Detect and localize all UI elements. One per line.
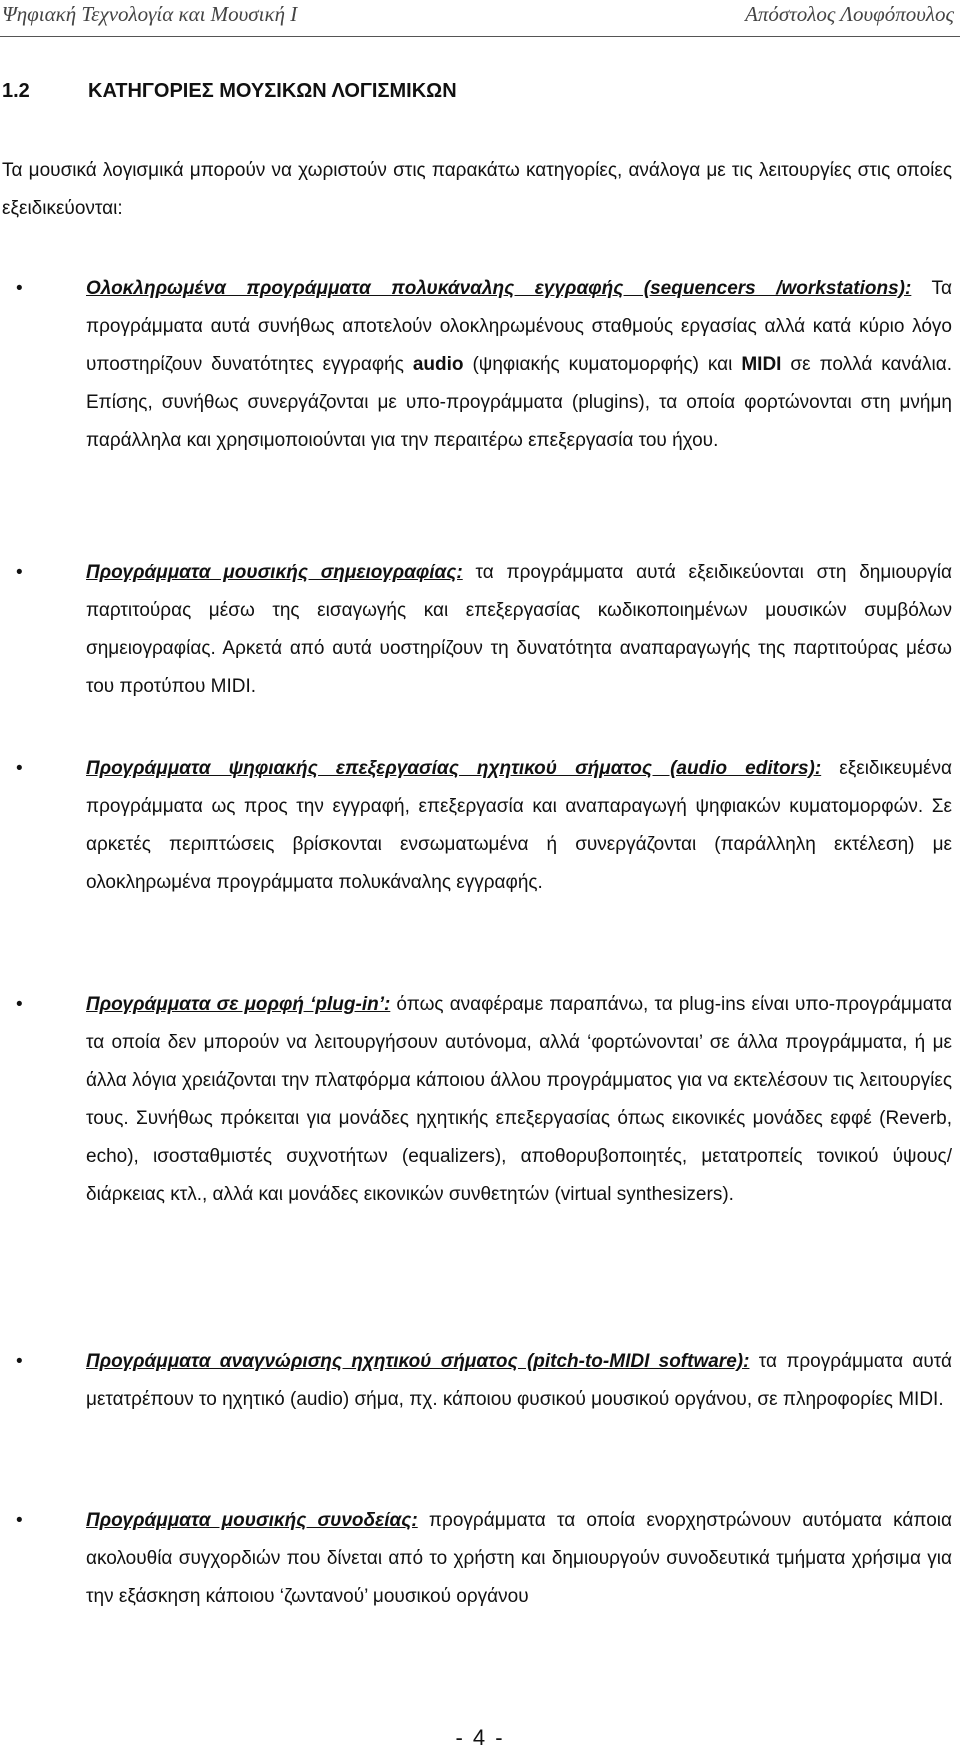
list-item-bold: MIDI [741, 354, 782, 375]
list-item-notation [16, 554, 952, 706]
list-item-text: όπως αναφέραμε παραπάνω, τα plug-ins είναι υπο-προγράμματα τα οποία δεν μπορούν να λειτουργήσουν αυτόνομα, αλλά ‘φορτώνονται’ σε άλλα προγράμματα, ή με άλλα λόγια χρειάζονται την πλατφόρμα κάποιου άλλου προγράμματος για να εκτελέσουν τις λειτουργίες τους. Συνήθως πρόκειται για μονάδες ηχητικής επεξεργασίας όπως εικονικές μονάδες εφφέ (Reverb, echo), ισοσταθμιστές συχνοτήτων (equalizers), αποθορυβοποιητές, μετατροπείς τονικού ύψους/διάρκειας κτλ., αλλά και μονάδες εικονικών συνθετητών (virtual synthesizers). [86, 994, 952, 1205]
list-item-text: (ψηφιακής κυματομορφής) και [463, 354, 742, 375]
list-item-text: τα προγράμματα αυτά μετατρέπουν το ηχητικό (audio) σήμα, πχ. κάποιου φυσικού μουσικού οργάνου, σε πληροφορίες MIDI. [86, 1351, 953, 1410]
list-item-term: Προγράμματα μουσικής συνοδείας: [86, 1510, 418, 1531]
list-item-term: Ολοκληρωμένα προγράμματα πολυκάναλης εγγραφής (sequencers /workstations): [86, 278, 912, 299]
section-title: ΚΑΤΗΓΟΡΙΕΣ ΜΟΥΣΙΚΩΝ ΛΟΓΙΣΜΙΚΩΝ [88, 80, 457, 102]
list-item-audio-editors [16, 750, 952, 902]
bullet-icon: • [16, 994, 23, 1015]
list-item-term: Προγράμματα ψηφιακής επεξεργασίας ηχητικού σήματος (audio editors): [86, 758, 822, 779]
bullet-icon: • [16, 278, 23, 299]
list-item-pitch-to-midi [16, 1343, 953, 1419]
page-number: - 4 - [455, 1725, 505, 1750]
page-header [0, 0, 960, 37]
section-number: 1.2 [2, 80, 30, 102]
list-item-text: προγράμματα τα οποία ενορχηστρώνουν αυτόματα κάποια ακολουθία συγχορδιών που δίνεται από το χρήστη και δημιουργούν συνοδευτικά τμήματα χρήσιμα για την εξάσκηση κάποιου ‘ζωντανού’ μουσικού οργάνου [86, 1510, 952, 1607]
list-item-text: τα προγράμματα αυτά εξειδικεύονται στη δημιουργία παρτιτούρας μέσω της εισαγωγής και επεξεργασίας κωδικοποιημένων μουσικών συμβόλων σημειογραφίας. Αρκετά από αυτά υοστηρίζουν τη δυνατότητα αναπαραγωγής της παρτιτούρας μέσω του προτύπου MIDI. [86, 562, 952, 697]
header-course-title: Ψηφιακή Τεχνολογία και Μουσική Ι [2, 2, 298, 26]
bullet-icon: • [16, 758, 23, 779]
list-item-text: σε πολλά κανάλια. Επίσης, συνήθως συνεργάζονται με υπο-προγράμματα (plugins), τα οποία φορτώνονται στη μνήμη παράλληλα και χρησιμοποιούνται για την περαιτέρω επεξεργασία του ήχου. [86, 354, 952, 451]
list-item-term: Προγράμματα μουσικής σημειογραφίας: [86, 562, 463, 583]
list-item-sequencers [16, 270, 952, 460]
list-item-text: Τα προγράμματα αυτά συνήθως αποτελούν ολοκληρωμένους σταθμούς εργασίας αλλά κατά κύριο λόγο υποστηρίζουν δυνατότητες εγγραφής [86, 278, 952, 375]
list-item-term: Προγράμματα σε μορφή ‘plug-in’: [86, 994, 391, 1015]
list-item-plugins [16, 986, 952, 1214]
header-author: Απόστολος Λουφόπουλος [745, 2, 954, 26]
list-item-bold: audio [412, 354, 464, 375]
bullet-icon: • [16, 1351, 23, 1372]
bullet-icon: • [16, 562, 23, 583]
list-item-accompaniment [16, 1502, 952, 1616]
list-item-term: Προγράμματα αναγνώρισης ηχητικού σήματος (pitch-to-MIDI software): [86, 1351, 750, 1372]
intro-paragraph: Τα μουσικά λογισμικά μπορούν να χωριστούν στις παρακάτω κατηγορίες, ανάλογα με τις λειτουργίες στις οποίες εξειδικεύονται: [2, 160, 952, 219]
section-heading [2, 80, 457, 103]
list-item-text: εξειδικευμένα προγράμματα ως προς την εγγραφή, επεξεργασία και αναπαραγωγή ψηφιακών κυματομορφών. Σε αρκετές περιπτώσεις βρίσκονται ενσωματωμένα ή συνεργάζονται (παράλληλη εκτέλεση) με ολοκληρωμένα προγράμματα πολυκάναλης εγγραφής. [86, 758, 952, 893]
bullet-icon: • [16, 1510, 23, 1531]
